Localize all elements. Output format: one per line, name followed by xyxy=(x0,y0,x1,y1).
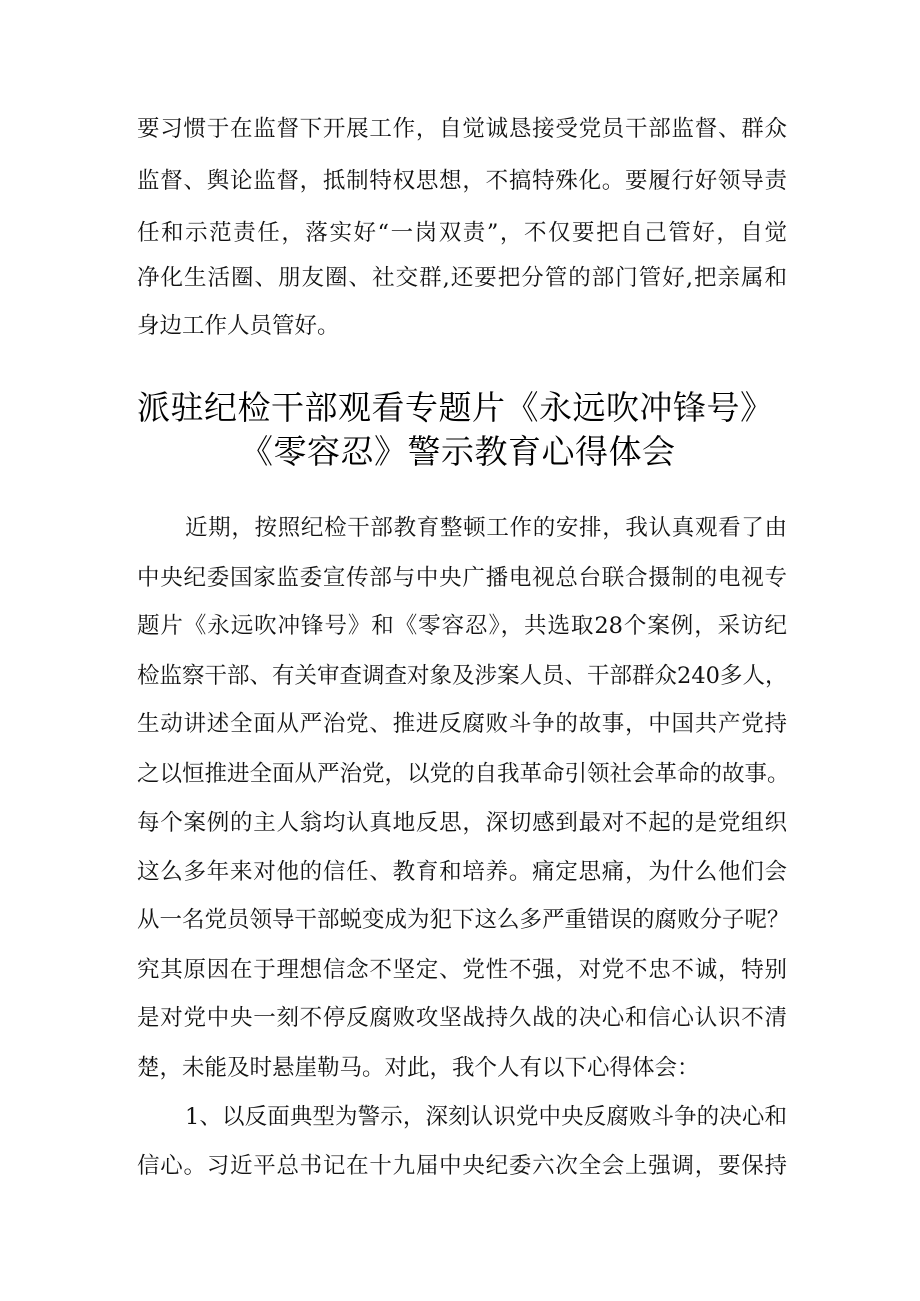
paragraph-line: 究其原因在于理想信念不坚定、党性不强，对党不忠不诚，特别 xyxy=(137,957,787,983)
paragraph-line: 楚，未能及时悬崖勒马。对此，我个人有以下心得体会： xyxy=(137,1055,700,1081)
paragraph-line: 生动讲述全面从严治党、推进反腐败斗争的故事，中国共产党持 xyxy=(137,711,787,737)
paragraph-line: 1、以反面典型为警示，深刻认识党中央反腐败斗争的决心和 xyxy=(185,1104,787,1130)
prev-paragraph-line: 要习惯于在监督下开展工作，自觉诚恳接受党员干部监督、群众 xyxy=(137,116,787,142)
paragraph-line: 之以恒推进全面从严治党，以党的自我革命引领社会革命的故事。 xyxy=(137,761,790,787)
prev-paragraph-line: 任和示范责任，落实好“一岗双责”，不仅要把自己管好，自觉 xyxy=(137,220,787,246)
paragraph-line: 信心。习近平总书记在十九届中央纪委六次全会上强调，要保持 xyxy=(137,1153,787,1179)
paragraph-line: 是对党中央一刻不停反腐败攻坚战持久战的决心和信心认识不清 xyxy=(137,1005,787,1031)
prev-paragraph-line: 监督、舆论监督，抵制特权思想，不搞特殊化。要履行好领导责 xyxy=(137,168,787,194)
paragraph-line: 从一名党员领导干部蜕变成为犯下这么多严重错误的腐败分子呢？ xyxy=(137,907,790,933)
paragraph-line: 每个案例的主人翁均认真地反思，深切感到最对不起的是党组织 xyxy=(137,810,787,836)
paragraph-line: 近期，按照纪检干部教育整顿工作的安排，我认真观看了由 xyxy=(185,515,787,541)
prev-paragraph-line: 身边工作人员管好。 xyxy=(137,313,340,339)
paragraph-line: 这么多年来对他的信任、教育和培养。痛定思痛，为什么他们会 xyxy=(137,859,787,885)
paragraph-line: 题片《永远吹冲锋号》和《零容忍》，共选取28个案例，采访纪 xyxy=(137,613,787,639)
paragraph-line: 中央纪委国家监委宣传部与中央广播电视总台联合摄制的电视专 xyxy=(137,565,787,591)
paragraph-line: 检监察干部、有关审查调查对象及涉案人员、干部群众240多人， xyxy=(137,663,788,689)
prev-paragraph-line: 净化生活圈、朋友圈、社交群,还要把分管的部门管好,把亲属和 xyxy=(137,265,787,291)
article-title-line-1: 派驻纪检干部观看专题片《永远吹冲锋号》 xyxy=(137,388,774,427)
article-title-line-2: 《零容忍》警示教育心得体会 xyxy=(240,432,676,471)
